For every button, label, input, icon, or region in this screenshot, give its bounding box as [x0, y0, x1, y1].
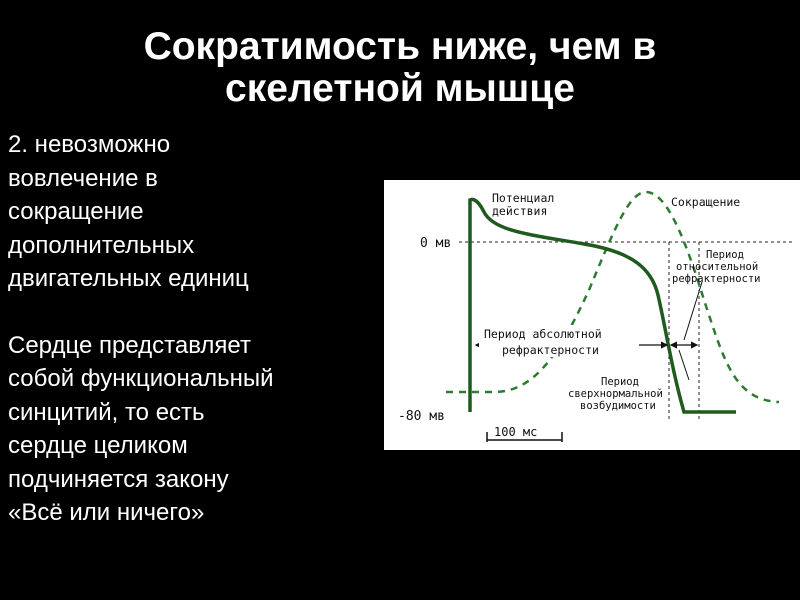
text-line: дополнительных	[8, 231, 195, 259]
text-line: сокращение	[8, 198, 144, 225]
text-line: вовлечение в	[8, 164, 158, 192]
label-action-potential: действия	[492, 204, 548, 218]
action-potential-diagram	[384, 180, 800, 450]
text-line: 2. невозможно	[8, 131, 171, 158]
paragraph-syncytium	[8, 329, 378, 530]
label-relative-refractory: Период	[706, 249, 744, 261]
label-action-potential: Потенциал	[492, 191, 555, 205]
supernormal-pointer	[679, 350, 689, 380]
label-relative-refractory: рефрактерности	[672, 273, 761, 285]
text-line: Сердце представляет	[8, 331, 251, 359]
label-absolute-refractory: рефрактерности	[502, 343, 599, 357]
title-line: скелетной мышце	[225, 67, 575, 110]
label-supernormal: сверхнормальной	[568, 388, 663, 400]
diagram-canvas	[384, 180, 800, 450]
text-line: двигательных единиц	[8, 265, 249, 292]
slide-body	[8, 128, 378, 530]
text-line: сердце целиком	[8, 432, 188, 459]
label-minus80-mv: -80 мв	[398, 409, 445, 424]
title-line: Сократимость ниже, чем в	[143, 25, 657, 68]
text-line: синцитий, то есть	[8, 398, 205, 426]
text-line: подчиняется закону	[8, 465, 229, 493]
paragraph-refractory	[8, 128, 378, 296]
label-scale: 100 мс	[494, 425, 538, 439]
text-line: «Всё или ничего»	[8, 499, 205, 526]
label-absolute-refractory: Период абсолютной	[484, 327, 602, 341]
label-supernormal: возбудимости	[580, 400, 656, 412]
label-relative-refractory: относительной	[676, 261, 759, 273]
label-supernormal: Период	[601, 376, 639, 388]
slide-title	[0, 26, 800, 110]
label-zero-mv: 0 мв	[420, 236, 452, 251]
label-contraction: Сокращение	[671, 195, 741, 209]
text-line: собой функциональный	[8, 365, 274, 392]
